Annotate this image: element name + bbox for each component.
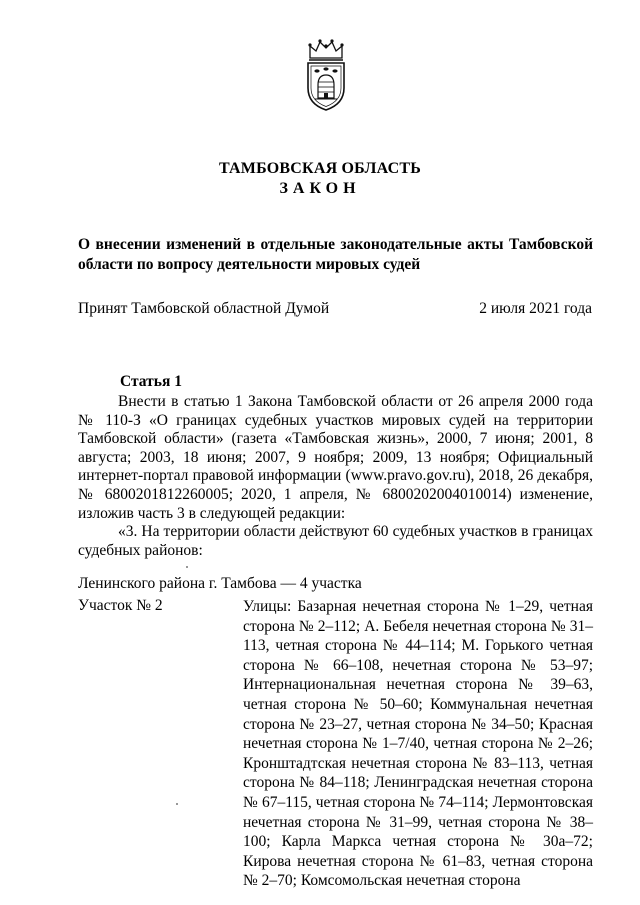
article-paragraph: «3. На территории области действуют 60 судебных участков в границах судебных районов: xyxy=(78,523,593,559)
region-title: ТАМБОВСКАЯ ОБЛАСТЬ xyxy=(218,160,422,177)
adopted-by: Принят Тамбовской областной Думой xyxy=(78,300,330,317)
section-label: Участок № 2 xyxy=(78,597,163,614)
district-title: Ленинского района г. Тамбова — 4 участка xyxy=(78,575,362,592)
section-streets: Улицы: Базарная нечетная сторона № 1–29, четная сторона № 2–112; А. Бебеля нечетная сторона № 31–113, четная сторона № 44–114; М. Горького четная сторона № 66–108, нечетная сторона № 53–97; Интернациональная нечетная сторона № 39–63, четная сторона № 50–60; Коммунальная нечетная сторона № 23–27, четная сторона № 34–50; Красная нечетная сторона № 1–7/40, четная сторона № 2–26; Кронштадтская нечетная сторона № 83–113, четная сторона № 84–118; Ленинградская нечетная сторона № 67–115, четная сторона № 74–114; Лермонтовская нечетная сторона № 31–99, четная сторона № 38–100; Карла Маркса четная сторона № 30а–72; Кирова нечетная сторона № 61–83, четная сторона № 2–70; Комсомольская нечетная сторона xyxy=(243,598,593,890)
scan-speck xyxy=(186,566,188,568)
document-type: ЗАКОН xyxy=(279,180,361,197)
scan-speck xyxy=(176,803,178,805)
tambov-coat-of-arms-icon xyxy=(296,38,356,112)
article-body xyxy=(78,393,593,560)
law-subject: О внесении изменений в отдельные законодательные акты Тамбовской области по вопросу деятельности мировых судей xyxy=(78,236,593,273)
article-title: Статья 1 xyxy=(120,373,182,390)
adoption-date: 2 июля 2021 года xyxy=(479,300,592,317)
article-paragraph: Внести в статью 1 Закона Тамбовской области от 26 апреля 2000 года № 110-З «О границах судебных участков мировых судей на территории Тамбовской области» (газета «Тамбовская жизнь», 2000, 7 июня; 2001, 8 августа; 2003, 18 июня; 2007, 9 ноября; 2009, 13 ноября; Официальный интернет-портал правовой информации (www.pravo.gov.ru), 2018, 26 декабря, № 6800201812260005; 2020, 1 апреля, № 6800202004010014) изменение, изложив часть 3 в следующей редакции: xyxy=(78,393,593,522)
